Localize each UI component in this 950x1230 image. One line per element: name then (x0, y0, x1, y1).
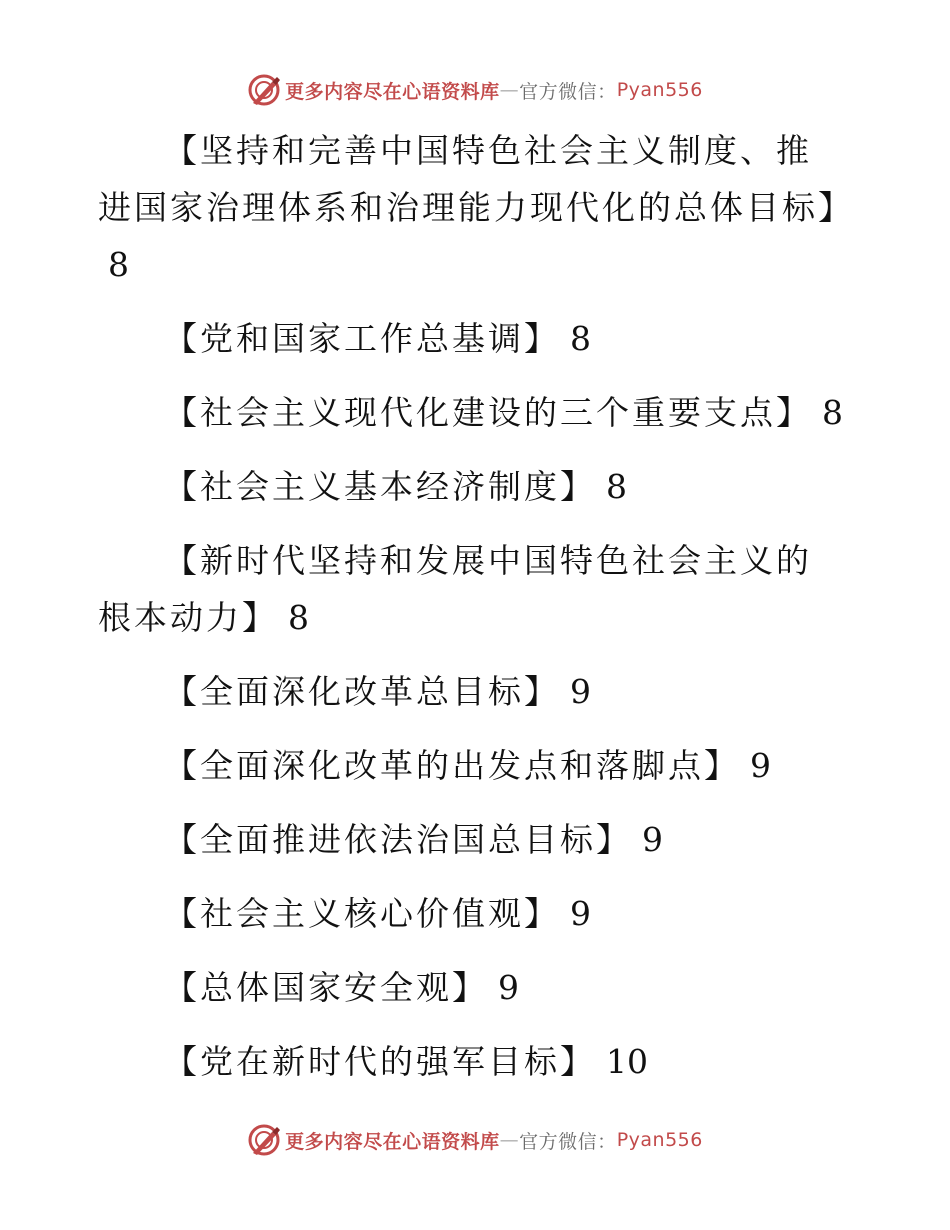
toc-entry-title: 【坚持和完善中国特色社会主义制度、推进国家治理体系和治理能力现代化的总体目标】 (98, 131, 854, 227)
toc-entry-title: 【社会主义核心价值观】 (164, 894, 560, 933)
pen-logo-icon (247, 73, 281, 107)
pen-logo-icon (247, 1123, 281, 1157)
toc-entry[interactable] (98, 122, 854, 293)
toc-entry-page: 10 (606, 1042, 648, 1081)
toc-entry[interactable] (98, 885, 843, 942)
toc-entry-page: 8 (606, 467, 627, 506)
toc-entry[interactable] (98, 532, 843, 646)
toc-entry[interactable] (98, 959, 843, 1016)
watermark-id: Pyan556 (616, 79, 703, 101)
table-of-contents (98, 122, 854, 1107)
watermark-id: Pyan556 (616, 1129, 703, 1151)
toc-entry-page: 9 (570, 672, 591, 711)
toc-entry-page: 9 (498, 968, 519, 1007)
toc-entry-title: 【总体国家安全观】 (164, 968, 488, 1007)
toc-entry-page: 8 (570, 319, 591, 358)
toc-entry-title: 【全面深化改革的出发点和落脚点】 (164, 746, 740, 785)
toc-entry-title: 【党在新时代的强军目标】 (164, 1042, 596, 1081)
toc-entry[interactable] (98, 1033, 843, 1090)
watermark-separator: — (499, 79, 520, 101)
toc-entry[interactable] (98, 663, 843, 720)
watermark-separator: — (499, 1129, 520, 1151)
watermark-brand: 更多内容尽在心语资料库 (285, 1130, 500, 1153)
header-watermark (0, 70, 950, 110)
watermark-label: 官方微信： (519, 1130, 617, 1153)
toc-entry-title: 【新时代坚持和发展中国特色社会主义的根本动力】 (98, 541, 812, 637)
toc-entry-title: 【社会主义基本经济制度】 (164, 467, 596, 506)
toc-entry-title: 【全面深化改革总目标】 (164, 672, 560, 711)
toc-entry-page: 9 (642, 820, 663, 859)
watermark-label: 官方微信： (519, 80, 617, 103)
watermark-brand: 更多内容尽在心语资料库 (285, 80, 500, 103)
toc-entry-page: 8 (822, 393, 843, 432)
footer-watermark (0, 1120, 950, 1160)
toc-entry-page: 8 (108, 245, 129, 284)
toc-entry[interactable] (98, 811, 843, 868)
toc-entry-title: 【全面推进依法治国总目标】 (164, 820, 632, 859)
toc-entry[interactable] (98, 310, 843, 367)
toc-entry[interactable] (98, 458, 843, 515)
toc-entry-page: 9 (570, 894, 591, 933)
toc-entry-page: 8 (288, 598, 309, 637)
toc-entry-title: 【党和国家工作总基调】 (164, 319, 560, 358)
toc-entry[interactable] (98, 384, 843, 441)
toc-entry-page: 9 (750, 746, 771, 785)
toc-entry-title: 【社会主义现代化建设的三个重要支点】 (164, 393, 812, 432)
toc-entry[interactable] (98, 737, 843, 794)
